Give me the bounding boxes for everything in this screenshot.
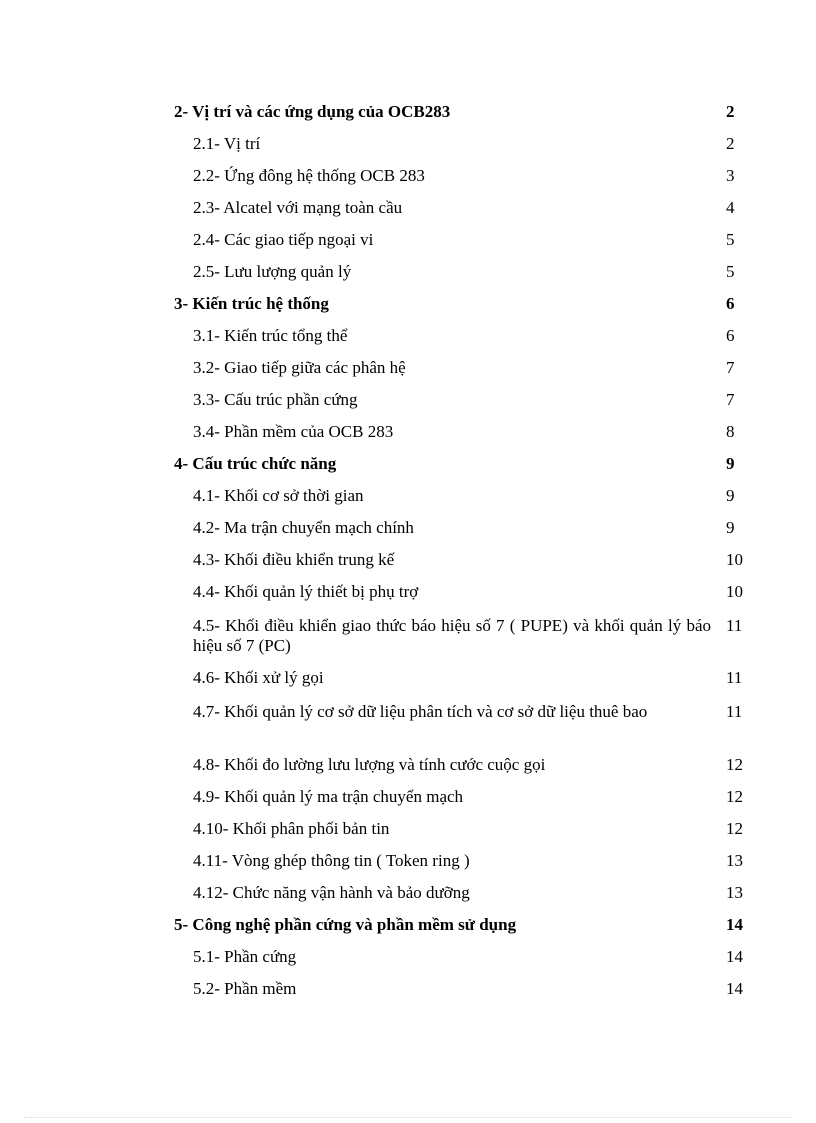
toc-item-5-1: 5.1- Phần cứng — [193, 947, 297, 966]
toc-page-number: 13 — [726, 883, 743, 902]
toc-item-3-2: 3.2- Giao tiếp giữa các phân hệ — [193, 358, 406, 377]
toc-page-number: 3 — [726, 166, 735, 185]
toc-page-number: 9 — [726, 518, 735, 537]
toc-page-number: 10 — [726, 550, 743, 569]
toc-heading-section-3: 3- Kiến trúc hệ thống — [174, 294, 329, 313]
toc-page-number: 11 — [726, 668, 743, 687]
toc-item-2-3: 2.3- Alcatel với mạng toàn cầu — [193, 198, 403, 217]
toc-item-4-11: 4.11- Vòng ghép thông tin ( Token ring ) — [193, 851, 470, 870]
toc-item-5-2: 5.2- Phần mềm — [193, 979, 297, 998]
toc-page-number: 5 — [726, 262, 735, 281]
toc-page-number: 9 — [726, 486, 735, 505]
toc-item-4-10: 4.10- Khối phân phối bản tin — [193, 819, 390, 838]
toc-item-4-3: 4.3- Khối điều khiển trung kế — [193, 550, 395, 569]
toc-item-4-12: 4.12- Chức năng vận hành và bảo dưỡng — [193, 883, 470, 902]
toc-page-number: 14 — [726, 915, 743, 934]
toc-page-number: 5 — [726, 230, 735, 249]
toc-item-4-2: 4.2- Ma trận chuyển mạch chính — [193, 518, 414, 537]
toc-page-number: 14 — [726, 979, 743, 998]
toc-heading-section-2: 2- Vị trí và các ứng dụng của OCB283 — [174, 102, 451, 121]
toc-page-number: 12 — [726, 819, 743, 838]
toc-page-number: 6 — [726, 326, 735, 345]
toc-page-number: 9 — [726, 454, 735, 473]
toc-item-2-4: 2.4- Các giao tiếp ngoại vi — [193, 230, 374, 249]
toc-item-4-6: 4.6- Khối xử lý gọi — [193, 668, 324, 687]
toc-item-4-7: 4.7- Khối quản lý cơ sở dữ liệu phân tích và cơ sở dữ liệu thuê bao — [193, 702, 648, 721]
toc-item-4-8: 4.8- Khối đo lường lưu lượng và tính cước cuộc gọi — [193, 755, 546, 774]
toc-item-2-5: 2.5- Lưu lượng quản lý — [193, 262, 352, 281]
toc-page-number: 6 — [726, 294, 735, 313]
toc-page-number: 13 — [726, 851, 743, 870]
toc-item-4-4: 4.4- Khối quản lý thiết bị phụ trợ — [193, 582, 419, 601]
toc-page-number: 11 — [726, 702, 743, 721]
toc-page-number: 8 — [726, 422, 735, 441]
toc-page-number: 14 — [726, 947, 743, 966]
toc-item-3-4: 3.4- Phần mềm của OCB 283 — [193, 422, 394, 441]
toc-item-3-1: 3.1- Kiến trúc tổng thể — [193, 326, 348, 345]
toc-heading-section-4: 4- Cấu trúc chức năng — [174, 454, 337, 473]
toc-page-number: 12 — [726, 787, 743, 806]
toc-heading-section-5: 5- Công nghệ phần cứng và phần mềm sử dụng — [174, 915, 517, 934]
toc-item-2-2: 2.2- Ứng đông hệ thống OCB 283 — [193, 166, 425, 185]
toc-page-number: 12 — [726, 755, 743, 774]
toc-page-number: 10 — [726, 582, 743, 601]
toc-page-number: 11 — [726, 616, 743, 635]
toc-item-2-1: 2.1- Vị trí — [193, 134, 261, 153]
page-bottom-rule — [24, 1117, 792, 1118]
toc-page-number: 4 — [726, 198, 735, 217]
toc-page-number: 2 — [726, 102, 735, 121]
toc-page-number: 7 — [726, 358, 735, 377]
toc-page-number: 2 — [726, 134, 735, 153]
toc-item-3-3: 3.3- Cấu trúc phần cứng — [193, 390, 358, 409]
toc-item-4-5: 4.5- Khối điều khiển giao thức báo hiệu số 7 ( PUPE) và khối quản lý báo hiệu số 7 (PC) — [193, 616, 711, 655]
toc-item-4-9: 4.9- Khối quản lý ma trận chuyển mạch — [193, 787, 464, 806]
toc-page-number: 7 — [726, 390, 735, 409]
toc-item-4-1: 4.1- Khối cơ sở thời gian — [193, 486, 364, 505]
